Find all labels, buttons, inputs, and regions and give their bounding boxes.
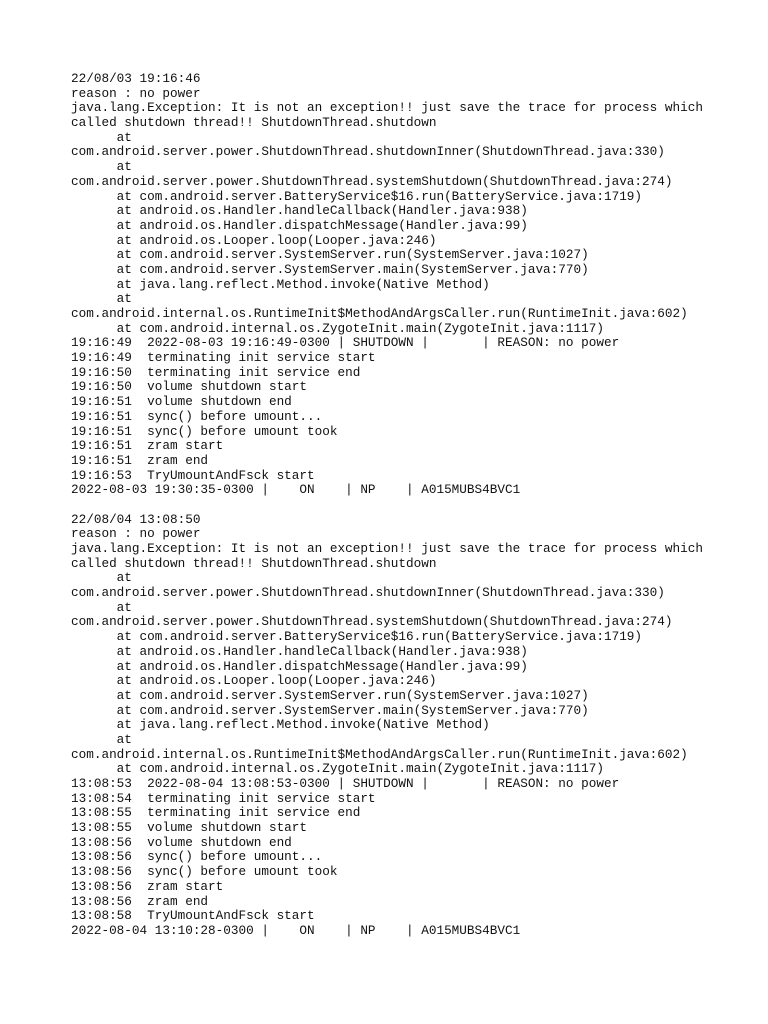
log-line: 13:08:54 terminating init service start [71, 790, 376, 806]
log-line: 13:08:55 volume shutdown start [71, 820, 308, 836]
log-line: at [71, 159, 132, 175]
log-line: java.lang.Exception: It is not an exception!! just save the trace for process which [71, 541, 703, 556]
log-line: 13:08:56 sync() before umount... [71, 849, 323, 865]
log-line: 19:16:51 volume shutdown end [71, 394, 292, 410]
log-line: at android.os.Handler.handleCallback(Handler.java:938) [71, 643, 528, 659]
log-line: at [71, 570, 132, 586]
log-line: at android.os.Looper.loop(Looper.java:246) [71, 673, 437, 689]
log-line: 19:16:49 terminating init service start [71, 350, 376, 366]
log-line: 19:16:50 volume shutdown start [71, 379, 308, 395]
log-line: reason : no power [71, 85, 201, 101]
log-line: 13:08:56 zram start [71, 878, 224, 894]
log-line: 19:16:51 zram start [71, 438, 224, 454]
log-document [71, 72, 761, 953]
log-entry [71, 72, 761, 498]
log-line: at com.android.internal.os.ZygoteInit.main(ZygoteInit.java:1117) [71, 761, 604, 777]
log-line: com.android.internal.os.RuntimeInit$MethodAndArgsCaller.run(RuntimeInit.java:602) [71, 746, 688, 762]
log-line: 13:08:55 terminating init service end [71, 805, 361, 821]
log-line: 22/08/03 19:16:46 [71, 71, 201, 86]
log-line: 19:16:51 zram end [71, 452, 209, 468]
log-line: 19:16:49 2022-08-03 19:16:49-0300 | SHUTDOWN | | REASON: no power [71, 335, 620, 351]
log-line: 19:16:53 TryUmountAndFsck start [71, 467, 315, 483]
log-line: called shutdown thread!! ShutdownThread.shutdown [71, 115, 437, 131]
log-line: com.android.server.power.ShutdownThread.shutdownInner(ShutdownThread.java:330) [71, 585, 665, 601]
log-line: 19:16:51 sync() before umount... [71, 408, 323, 424]
log-line: at com.android.server.SystemServer.run(SystemServer.java:1027) [71, 687, 589, 703]
log-line: at android.os.Handler.dispatchMessage(Handler.java:99) [71, 217, 528, 233]
log-line: com.android.server.power.ShutdownThread.shutdownInner(ShutdownThread.java:330) [71, 144, 665, 160]
log-line: at com.android.internal.os.ZygoteInit.main(ZygoteInit.java:1117) [71, 320, 604, 336]
log-line: at java.lang.reflect.Method.invoke(Native Method) [71, 276, 490, 292]
log-line: com.android.server.power.ShutdownThread.systemShutdown(ShutdownThread.java:274) [71, 614, 673, 630]
log-line: at android.os.Handler.handleCallback(Handler.java:938) [71, 203, 528, 219]
log-line: at java.lang.reflect.Method.invoke(Native Method) [71, 717, 490, 733]
log-line: at com.android.server.SystemServer.run(SystemServer.java:1027) [71, 247, 589, 263]
log-line: 13:08:58 TryUmountAndFsck start [71, 908, 315, 924]
log-line: at com.android.server.SystemServer.main(SystemServer.java:770) [71, 261, 589, 277]
log-line: at com.android.server.BatteryService$16.run(BatteryService.java:1719) [71, 629, 643, 645]
log-line: 13:08:56 zram end [71, 893, 209, 909]
log-line: 13:08:56 sync() before umount took [71, 864, 338, 880]
log-line: at [71, 599, 132, 615]
log-line: 22/08/04 13:08:50 [71, 511, 201, 527]
log-line: at android.os.Looper.loop(Looper.java:246) [71, 232, 437, 248]
log-line: at [71, 129, 132, 145]
log-line: at android.os.Handler.dispatchMessage(Handler.java:99) [71, 658, 528, 674]
log-entry [71, 513, 761, 939]
log-line: at [71, 731, 132, 747]
log-line: 13:08:53 2022-08-04 13:08:53-0300 | SHUTDOWN | | REASON: no power [71, 776, 620, 791]
log-line: at [71, 291, 132, 307]
log-line: at com.android.server.SystemServer.main(SystemServer.java:770) [71, 702, 589, 718]
log-line: reason : no power [71, 526, 201, 542]
log-line: 2022-08-03 19:30:35-0300 | ON | NP | A015MUBS4BVC1 [71, 482, 521, 498]
log-line: 19:16:51 sync() before umount took [71, 423, 338, 439]
log-line: called shutdown thread!! ShutdownThread.shutdown [71, 555, 437, 571]
log-line: 13:08:56 volume shutdown end [71, 834, 292, 850]
log-line: 19:16:50 terminating init service end [71, 364, 361, 380]
log-line: at com.android.server.BatteryService$16.run(BatteryService.java:1719) [71, 188, 643, 204]
log-line: com.android.internal.os.RuntimeInit$MethodAndArgsCaller.run(RuntimeInit.java:602) [71, 306, 688, 321]
log-line: com.android.server.power.ShutdownThread.systemShutdown(ShutdownThread.java:274) [71, 173, 673, 189]
log-line: 2022-08-04 13:10:28-0300 | ON | NP | A015MUBS4BVC1 [71, 922, 521, 938]
log-line: java.lang.Exception: It is not an exception!! just save the trace for process which [71, 100, 703, 116]
